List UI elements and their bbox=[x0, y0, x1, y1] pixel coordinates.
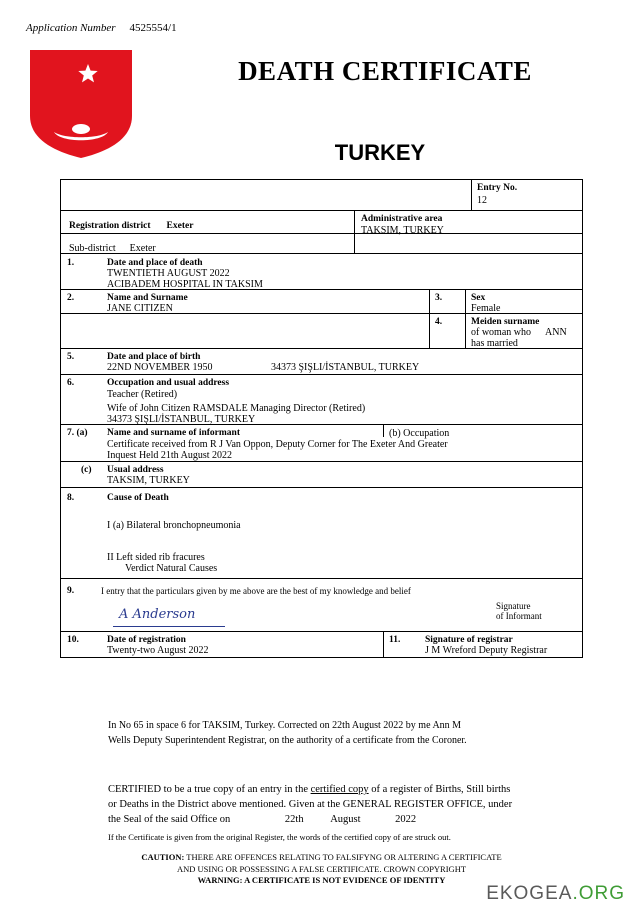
row-declaration bbox=[61, 579, 582, 632]
certified-line3-pre: the Seal of the said Office on bbox=[108, 814, 231, 825]
field-1-line2: ACIBADEM HOSPITAL IN TAKSIM bbox=[107, 279, 263, 290]
row-name-sex bbox=[61, 290, 582, 314]
turkey-crest-icon bbox=[26, 48, 136, 160]
row-sub-district bbox=[61, 234, 582, 254]
certified-year: 2022 bbox=[395, 814, 417, 825]
field-4-sub2: has married bbox=[471, 338, 518, 349]
entry-no-value: 12 bbox=[477, 195, 487, 206]
certified-part1: CERTIFIED to be a true copy of an entry in the bbox=[108, 784, 311, 795]
certified-underlined: certified copy bbox=[310, 784, 369, 795]
row-entry-no bbox=[61, 180, 582, 211]
watermark-part1: EKOGEA bbox=[486, 883, 573, 904]
field-6-line2: Wife of John Citizen RAMSDALE Managing Director (Retired) bbox=[107, 403, 366, 414]
certified-statement bbox=[108, 782, 568, 827]
correction-note-line2: Wells Deputy Superintendent Registrar, on the authority of a certificate from the Coroner. bbox=[108, 735, 467, 746]
field-6-line3: 34373 ŞIŞLI/İSTANBUL, TURKEY bbox=[107, 414, 256, 425]
country-name: TURKEY bbox=[334, 140, 426, 165]
row-maiden-surname bbox=[61, 314, 582, 349]
page-title: DEATH CERTIFICATE bbox=[238, 56, 532, 86]
certified-part2: of a register of Births, Still births bbox=[368, 784, 511, 795]
field-2-number: 2. bbox=[67, 293, 75, 303]
sub-district-label: Sub-district bbox=[69, 243, 116, 254]
field-5-date: 22ND NOVEMBER 1950 bbox=[107, 362, 213, 373]
field-1-number: 1. bbox=[67, 258, 75, 268]
field-8-label: Cause of Death bbox=[107, 493, 169, 503]
certificate-table bbox=[60, 179, 583, 658]
row-registration-signature bbox=[61, 632, 582, 657]
field-8-line3: Verdict Natural Causes bbox=[125, 563, 218, 574]
field-6-label: Occupation and usual address bbox=[107, 378, 230, 388]
field-3-value: Female bbox=[471, 303, 501, 314]
entry-no-label: Entry No. bbox=[477, 183, 518, 193]
field-4-number: 4. bbox=[435, 317, 443, 327]
field-2-label: Name and Surname bbox=[107, 293, 188, 303]
field-4-label: Meiden surname bbox=[471, 317, 540, 327]
row-date-place-death bbox=[61, 254, 582, 290]
field-2-value: JANE CITIZEN bbox=[107, 303, 173, 314]
field-7a-line1: Certificate received from R J Van Oppon, Deputy Corner for The Exeter And Greater bbox=[107, 439, 448, 450]
caution-line2: AND USING OR POSSESSING A FALSE CERTIFICATE. CROWN COPYRIGHT bbox=[176, 863, 467, 874]
field-7c-value: TAKSIM, TURKEY bbox=[107, 475, 190, 486]
field-7a-number: 7. (a) bbox=[67, 428, 88, 438]
field-8-line1: I (a) Bilateral bronchopneumonia bbox=[107, 520, 241, 531]
row-cause-of-death bbox=[61, 488, 582, 579]
field-8-number: 8. bbox=[67, 493, 75, 503]
informant-signature: A Anderson bbox=[119, 607, 196, 622]
field-1-label: Date and place of death bbox=[107, 258, 203, 268]
signature-of-informant-label-line1: Signature bbox=[496, 601, 531, 611]
watermark-part2: .ORG bbox=[572, 883, 625, 904]
correction-note bbox=[108, 718, 578, 748]
registration-district-value: Exeter bbox=[166, 221, 194, 231]
correction-note-line1: In No 65 in space 6 for TAKSIM, Turkey. Corrected on 22th August 2022 by me Ann M bbox=[108, 720, 462, 731]
administrative-area-label: Administrative area bbox=[361, 214, 443, 224]
informant-signature-line bbox=[113, 626, 225, 627]
caution-block bbox=[60, 852, 583, 887]
certified-day: 22th bbox=[284, 814, 304, 825]
field-5-number: 5. bbox=[67, 352, 75, 362]
watermark bbox=[486, 883, 625, 905]
field-10-label: Date of registration bbox=[107, 635, 186, 645]
field-5-label: Date and place of birth bbox=[107, 352, 201, 362]
row-date-place-birth bbox=[61, 349, 582, 375]
application-number-value: 4525554/1 bbox=[129, 22, 177, 34]
field-6-line1: Teacher (Retired) bbox=[107, 389, 178, 400]
administrative-area-value: TAKSIM, TURKEY bbox=[361, 225, 444, 236]
caution-label: CAUTION: bbox=[141, 852, 185, 862]
sub-district-value: Exeter bbox=[129, 243, 156, 254]
field-7a-label: Name and surname of informant bbox=[107, 428, 240, 438]
field-10-value: Twenty-two August 2022 bbox=[107, 645, 209, 656]
registration-district-label: Registration district bbox=[69, 221, 151, 231]
field-7c-number: (c) bbox=[81, 465, 92, 475]
field-11-label: Signature of registrar bbox=[425, 635, 513, 645]
certified-month: August bbox=[330, 814, 361, 825]
caution-line1: THERE ARE OFFENCES RELATING TO FALSIFYNG OR ALTERING A CERTIFICATE bbox=[184, 852, 502, 862]
row-occupation-address bbox=[61, 375, 582, 425]
field-6-number: 6. bbox=[67, 378, 75, 388]
caution-warning: WARNING: A CERTIFICATE IS NOT EVIDENCE OF IDENTITY bbox=[197, 875, 446, 885]
field-9-text: I entry that the particulars given by me above are the best of my knowledge and belief bbox=[101, 586, 411, 596]
signature-of-informant-label-line2: of Informant bbox=[496, 611, 542, 621]
application-number-label: Application Number bbox=[26, 22, 116, 34]
row-registration-district bbox=[61, 211, 582, 234]
field-4-value: ANN bbox=[545, 327, 567, 338]
field-8-line2: II Left sided rib fracures bbox=[107, 552, 205, 563]
field-10-number: 10. bbox=[67, 635, 79, 645]
field-7b-occupation-label: (b) Occupation bbox=[389, 428, 450, 439]
certified-line2: or Deaths in the District above mentioned. Given at the GENERAL REGISTER OFFICE, under bbox=[108, 799, 513, 810]
field-3-number: 3. bbox=[435, 293, 443, 303]
application-number bbox=[26, 22, 177, 34]
field-4-sub1: of woman who bbox=[471, 327, 531, 338]
field-9-number: 9. bbox=[67, 586, 75, 596]
row-informant bbox=[61, 425, 582, 462]
certified-footnote: If the Certificate is given from the original Register, the words of the certified copy of are struck out. bbox=[108, 832, 451, 842]
row-usual-address bbox=[61, 462, 582, 488]
field-7a-line2: Inquest Held 21th August 2022 bbox=[107, 450, 232, 461]
field-11-number: 11. bbox=[389, 635, 401, 645]
field-7c-label: Usual address bbox=[107, 465, 164, 475]
field-5-place: 34373 ŞIŞLI/İSTANBUL, TURKEY bbox=[271, 362, 420, 373]
field-11-value: J M Wreford Deputy Registrar bbox=[425, 645, 548, 656]
field-1-line1: TWENTIETH AUGUST 2022 bbox=[107, 268, 230, 279]
field-3-label: Sex bbox=[471, 293, 486, 303]
